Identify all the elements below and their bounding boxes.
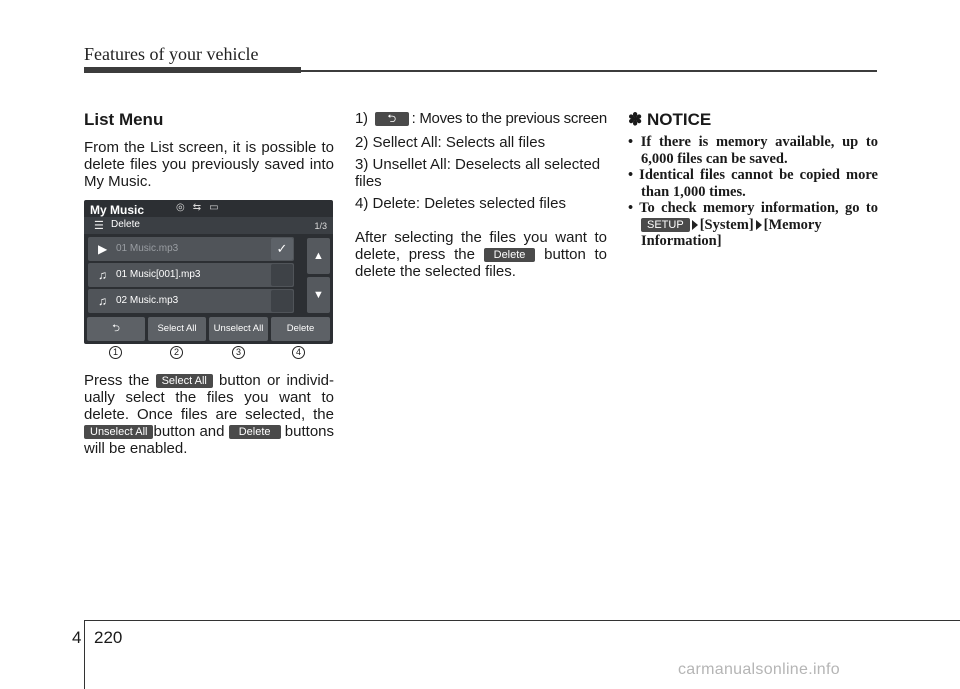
callout-marker: 3 (232, 346, 245, 359)
step-item (355, 110, 607, 127)
footer-divider-horizontal (84, 620, 960, 621)
text-run: • To check memory information, go to (628, 200, 878, 216)
file-row[interactable] (88, 237, 294, 261)
notice-item: • If there is memory available, up to 6,000 files can be saved. (628, 134, 878, 167)
arrow-right-icon (692, 220, 698, 230)
music-note-icon: ♫ (98, 268, 107, 282)
steps-list (355, 110, 607, 212)
select-paragraph (84, 372, 334, 457)
my-music-screen (84, 200, 333, 344)
setup-pill: SETUP (641, 218, 690, 232)
arrow-right-icon (756, 220, 762, 230)
text-run: buttons will be enabled. (84, 423, 335, 457)
play-icon: ▶ (98, 242, 108, 256)
text-run: button or individ- ually select the files you want to delete. Once files are selected, the (84, 372, 334, 423)
checkbox[interactable] (271, 290, 293, 312)
file-row[interactable] (88, 263, 294, 287)
page-header-title: Features of your vehicle (84, 44, 259, 64)
page-number: 220 (94, 628, 123, 647)
column-steps (355, 110, 607, 280)
back-button[interactable]: ⮌ (87, 317, 145, 341)
battery-icon: ▭ (209, 202, 227, 213)
step-text: : Moves to the previous screen (411, 110, 607, 127)
screen-subheader (84, 217, 333, 234)
screen-title: My Music (90, 203, 145, 217)
step-number: 3) (355, 156, 369, 173)
file-row[interactable] (88, 289, 294, 313)
unselect-all-pill: Unselect All (84, 425, 153, 439)
back-arrow-icon: ⮌ (375, 112, 409, 126)
header-rule (84, 70, 877, 72)
notice-item: • Identical files cannot be copied more than 1,000 times. (628, 167, 878, 200)
text-run: button and (153, 423, 225, 440)
text-run: button to delete the selected files. (355, 246, 608, 280)
delete-button[interactable]: Delete (271, 317, 330, 341)
file-name: 01 Music[001].mp3 (116, 269, 201, 280)
select-all-button[interactable]: Select All (148, 317, 206, 341)
scroll-down-button[interactable]: ▼ (307, 277, 330, 313)
callout-markers (84, 346, 334, 358)
scroll-up-button[interactable]: ▲ (307, 238, 330, 274)
notice-item (628, 200, 878, 250)
step-text: Unsellet All: Deselects all selected files (355, 156, 601, 190)
notice-heading: ✽ NOTICE (628, 110, 712, 129)
page-indicator: 1/3 (314, 221, 327, 231)
footer-divider-vertical (84, 620, 85, 689)
callout-marker: 1 (109, 346, 122, 359)
text-run: After selecting the files you want to delete, press the (355, 229, 607, 263)
status-icons (176, 202, 227, 213)
disc-icon: ◎ (176, 202, 193, 213)
callout-marker: 2 (170, 346, 183, 359)
delete-pill: Delete (484, 248, 536, 262)
chapter-number: 4 (72, 628, 82, 647)
music-note-icon: ♫ (98, 294, 107, 308)
column-list-menu (84, 110, 334, 457)
step-item: 4) Delete: Deletes selected files (355, 195, 566, 212)
checkbox-checked[interactable]: ✓ (271, 238, 293, 260)
usb-icon: ⇆ (192, 202, 210, 213)
watermark: carmanualsonline.info (678, 661, 840, 678)
notice-list (628, 134, 878, 250)
intro-paragraph: From the List screen, it is possible to delete files you previously saved into My Music. (84, 139, 334, 190)
text-run: Press the (84, 372, 150, 389)
step-item: 2) Sellect All: Selects all files (355, 134, 546, 151)
section-heading: List Menu (84, 110, 164, 129)
screen-button-bar (84, 317, 333, 341)
file-name: 02 Music.mp3 (116, 295, 179, 306)
step-number: 1) (355, 110, 368, 127)
list-icon: ☰ (94, 220, 104, 232)
step-item (355, 156, 607, 190)
after-paragraph (355, 229, 607, 280)
checkbox[interactable] (271, 264, 293, 286)
delete-pill: Delete (229, 425, 281, 439)
select-all-pill: Select All (156, 374, 213, 388)
column-notice (628, 110, 878, 250)
text-run: [Memory Information] (641, 216, 822, 249)
subheader-label: Delete (111, 219, 140, 230)
file-name: 01 Music.mp3 (116, 243, 179, 254)
unselect-all-button[interactable]: Unselect All (209, 317, 268, 341)
text-run: [System] (699, 216, 754, 233)
callout-marker: 4 (292, 346, 305, 359)
